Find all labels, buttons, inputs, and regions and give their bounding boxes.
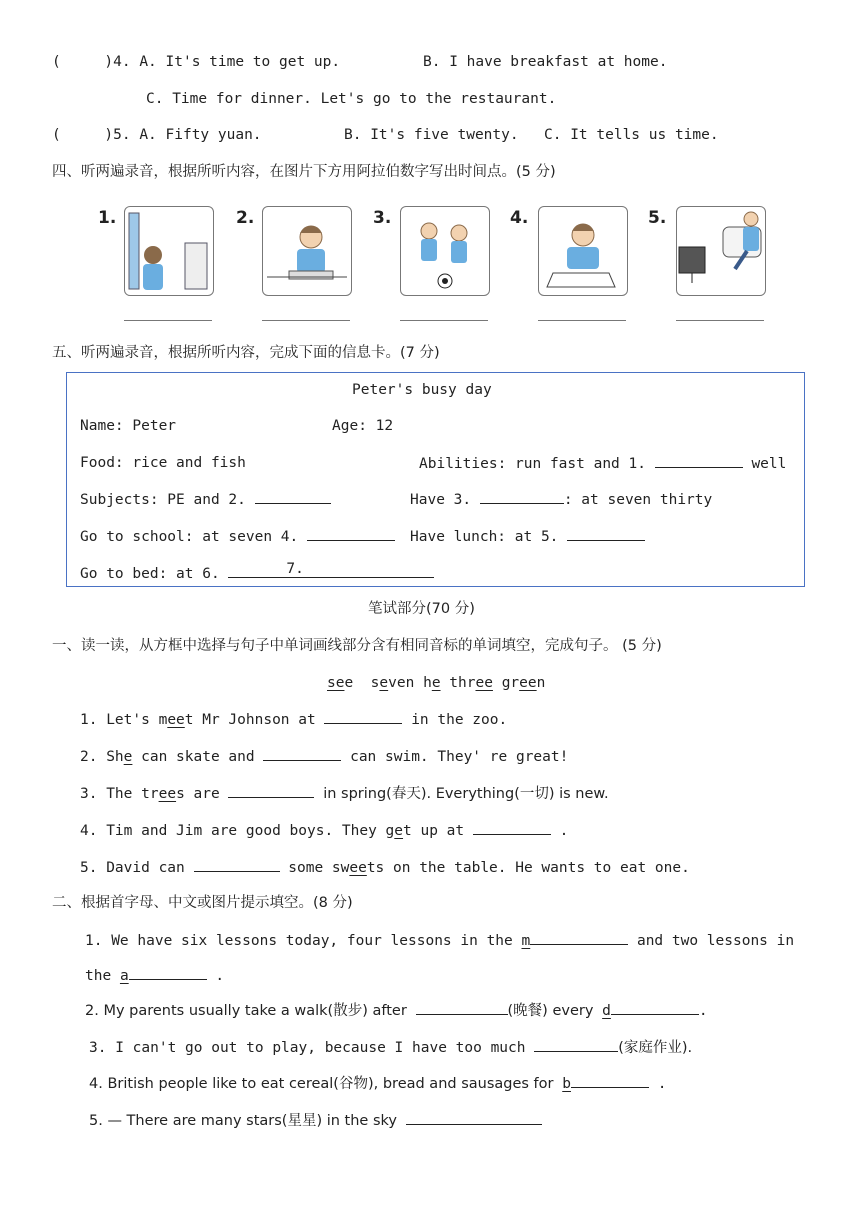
- card-school: Go to school: at seven 4.: [80, 526, 395, 547]
- answer-paren[interactable]: ( ): [52, 54, 114, 70]
- picture-boys-playing-football: [400, 206, 490, 296]
- blank-7-label: 7.: [286, 561, 304, 577]
- card-food: Food: rice and fish: [80, 455, 246, 471]
- s2-blank-5[interactable]: [406, 1110, 542, 1125]
- answer-line-2[interactable]: [262, 320, 350, 321]
- section-5-title: 五、听两遍录音，根据所听内容，完成下面的信息卡。(7 分): [52, 345, 440, 361]
- picture-boy-eating: [262, 206, 352, 296]
- blank-2[interactable]: [255, 489, 331, 504]
- blank-3[interactable]: [480, 489, 564, 504]
- blank-6-7[interactable]: [228, 563, 434, 578]
- word-three: three: [449, 675, 493, 691]
- s2-item-1-line-a: 1. We have six lessons today, four lessons in the m and two lessons in: [85, 930, 794, 951]
- boy-writing-illustration: [539, 207, 627, 295]
- written-section-1-title: 一、读一读，从方框中选择与句子中单词画线部分含有相同音标的单词填空，完成句子。 (5 分): [52, 638, 662, 654]
- card-age: Age: 12: [332, 418, 394, 434]
- s1-blank-4[interactable]: [473, 820, 551, 835]
- boy-tv-illustration: [677, 207, 765, 295]
- s2-item-5: 5. — There are many stars(星星) in the sky: [89, 1110, 542, 1131]
- written-part-title: 笔试部分(70 分): [368, 601, 475, 617]
- s2-blank-2a[interactable]: [416, 1000, 508, 1015]
- s2-item-2: 2. My parents usually take a walk(散步) after (晚餐) every d .: [85, 1000, 708, 1021]
- pic-number-5: 5.: [648, 208, 667, 228]
- boy-eating-illustration: [263, 207, 351, 295]
- card-have: Have 3. : at seven thirty: [410, 489, 712, 510]
- s1-blank-3[interactable]: [228, 783, 314, 798]
- word-box: [327, 673, 545, 693]
- q5-line: [52, 125, 262, 145]
- s2-blank-1-m[interactable]: [530, 930, 628, 945]
- card-title: Peter's busy day: [352, 382, 492, 398]
- s1-blank-2[interactable]: [263, 746, 341, 761]
- football-illustration: [401, 207, 489, 295]
- blank-5[interactable]: [567, 526, 645, 541]
- s1-item-4: 4. Tim and Jim are good boys. They get up at .: [80, 820, 568, 841]
- card-bed: Go to bed: at 6. 7.: [80, 563, 434, 584]
- picture-boy-watching-tv: [676, 206, 766, 296]
- q5-option-c: C. It tells us time.: [544, 127, 719, 143]
- q4-option-c: C. Time for dinner. Let's go to the restaurant.: [146, 91, 557, 107]
- blank-1[interactable]: [655, 453, 743, 468]
- s2-blank-2b[interactable]: [611, 1000, 699, 1015]
- pic-number-3: 3.: [373, 208, 392, 228]
- answer-line-4[interactable]: [538, 320, 626, 321]
- word-see: see: [327, 675, 354, 691]
- s2-item-1-line-b: the a .: [85, 965, 224, 986]
- word-seven: seven: [370, 675, 415, 691]
- q5-number: 5.: [113, 127, 131, 143]
- s1-item-1: 1. Let's meet Mr Johnson at in the zoo.: [80, 709, 507, 730]
- card-subjects: Subjects: PE and 2.: [80, 489, 331, 510]
- q4-option-a: A. It's time to get up.: [139, 54, 341, 70]
- info-card: [66, 372, 805, 587]
- answer-line-1[interactable]: [124, 320, 212, 321]
- q5-option-a: A. Fifty yuan.: [139, 127, 262, 143]
- blank-4[interactable]: [307, 526, 395, 541]
- s1-item-2: 2. She can skate and can swim. They' re great!: [80, 746, 568, 767]
- s2-item-4: 4. British people like to eat cereal(谷物), bread and sausages for b .: [89, 1073, 666, 1094]
- s2-item-3: 3. I can't go out to play, because I have too much (家庭作业).: [89, 1037, 692, 1058]
- s1-item-3: 3. The trees are in spring(春天). Everything(一切) is new.: [80, 783, 609, 804]
- picture-boy-at-building: [124, 206, 214, 296]
- card-abilities: Abilities: run fast and 1. well: [419, 453, 786, 474]
- word-green: green: [501, 675, 546, 691]
- card-lunch: Have lunch: at 5.: [410, 526, 645, 547]
- word-he: he: [423, 675, 441, 691]
- s1-blank-1[interactable]: [324, 709, 402, 724]
- s1-item-5: 5. David can some sweets on the table. He wants to eat one.: [80, 857, 690, 878]
- pic-number-4: 4.: [510, 208, 529, 228]
- written-section-2-title: 二、根据首字母、中文或图片提示填空。(8 分): [52, 895, 353, 911]
- q4-line-ab: [52, 52, 340, 72]
- pic-number-1: 1.: [98, 208, 117, 228]
- s2-blank-4[interactable]: [571, 1073, 649, 1088]
- s2-blank-3[interactable]: [534, 1037, 618, 1052]
- section-4-title: 四、听两遍录音，根据所听内容，在图片下方用阿拉伯数字写出时间点。(5 分): [52, 164, 556, 180]
- s2-blank-1-a[interactable]: [129, 965, 207, 980]
- q4-number: 4.: [113, 54, 131, 70]
- boy-window-illustration: [125, 207, 213, 295]
- q5-option-b: B. It's five twenty.: [344, 127, 519, 143]
- picture-boy-writing: [538, 206, 628, 296]
- answer-paren[interactable]: ( ): [52, 127, 114, 143]
- pic-number-2: 2.: [236, 208, 255, 228]
- q4-option-b: B. I have breakfast at home.: [423, 54, 668, 70]
- card-name: Name: Peter: [80, 418, 177, 434]
- answer-line-3[interactable]: [400, 320, 488, 321]
- answer-line-5[interactable]: [676, 320, 764, 321]
- s1-blank-5[interactable]: [194, 857, 280, 872]
